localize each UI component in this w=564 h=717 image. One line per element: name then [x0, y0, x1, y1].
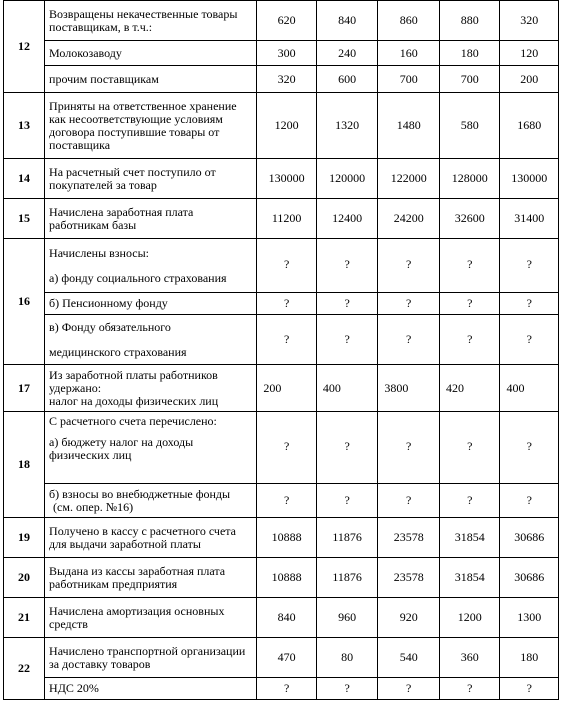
value-cell: 31854: [439, 518, 500, 558]
value-cell: ?: [257, 484, 317, 518]
row-number: 22: [4, 638, 45, 700]
value-cell: 1200: [439, 598, 500, 638]
value-cell: 3800: [378, 365, 440, 412]
table-row: [4, 638, 559, 678]
operation-description: Получено в кассу с расчетного счета для выдачи заработной платы: [45, 518, 257, 558]
operation-description: Молокозаводу: [45, 41, 257, 66]
value-cell: 160: [378, 41, 440, 66]
operation-subitem: а) фонду социального страхования: [49, 270, 227, 285]
value-cell: 360: [439, 638, 500, 678]
row-number: 17: [4, 365, 45, 412]
value-cell: 960: [316, 598, 378, 638]
value-cell: 12400: [316, 199, 378, 239]
row-number: 12: [4, 1, 45, 93]
table-row: [4, 412, 559, 484]
operation-description: [45, 412, 257, 484]
value-cell: 23578: [378, 558, 440, 598]
value-cell: ?: [500, 484, 559, 518]
value-cell: 32600: [439, 199, 500, 239]
table-row: [4, 678, 559, 700]
row-number: 18: [4, 412, 45, 518]
value-cell: 180: [439, 41, 500, 66]
value-cell: 320: [500, 1, 559, 41]
row-number: 20: [4, 558, 45, 598]
operation-description: [45, 365, 257, 412]
value-cell: 400: [500, 365, 559, 412]
value-cell: 10888: [257, 558, 317, 598]
operation-description: Выдана из кассы заработная плата работникам предприятия: [45, 558, 257, 598]
operation-subitem: а) бюджету налог на доходы физических лиц: [49, 435, 194, 462]
value-cell: ?: [257, 678, 317, 700]
value-cell: 1480: [378, 93, 440, 159]
operations-table: [3, 0, 559, 700]
operation-description: Начислено транспортной организации за доставку товаров: [45, 638, 257, 678]
value-cell: 700: [378, 66, 440, 93]
value-cell: 10888: [257, 518, 317, 558]
operation-subitem-cont: медицинского страхования: [49, 344, 187, 359]
operation-description: [45, 484, 257, 518]
table-row: [4, 598, 559, 638]
value-cell: ?: [500, 412, 559, 484]
value-cell: 24200: [378, 199, 440, 239]
value-cell: ?: [316, 484, 378, 518]
value-cell: 120000: [316, 159, 378, 199]
value-cell: 1200: [257, 93, 317, 159]
value-cell: 1300: [500, 598, 559, 638]
value-cell: 240: [316, 41, 378, 66]
value-cell: 11876: [316, 558, 378, 598]
value-cell: 31400: [500, 199, 559, 239]
value-cell: 80: [316, 638, 378, 678]
table-row: [4, 199, 559, 239]
table-row: [4, 365, 559, 412]
operation-description: Приняты на ответственное хранение как несоответствующие условиям договора поступившие товары от поставщика: [45, 93, 257, 159]
operation-description: НДС 20%: [45, 678, 257, 700]
table-row: [4, 315, 559, 365]
value-cell: 130000: [500, 159, 559, 199]
value-cell: ?: [378, 315, 440, 365]
value-cell: 620: [257, 1, 317, 41]
operation-description: На расчетный счет поступило от покупателей за товар: [45, 159, 257, 199]
value-cell: ?: [378, 412, 440, 484]
value-cell: ?: [500, 293, 559, 315]
table-row: [4, 159, 559, 199]
operation-description: Возвращены некачественные товары поставщикам, в т.ч.:: [45, 1, 257, 41]
operation-description: [45, 315, 257, 365]
value-cell: 580: [439, 93, 500, 159]
operation-description: прочим поставщикам: [45, 66, 257, 93]
value-cell: ?: [378, 678, 440, 700]
value-cell: ?: [316, 293, 378, 315]
value-cell: ?: [500, 239, 559, 293]
operation-description: Начислена заработная плата работникам базы: [45, 199, 257, 239]
value-cell: 880: [439, 1, 500, 41]
value-cell: 120: [500, 41, 559, 66]
row-number: 14: [4, 159, 45, 199]
value-cell: ?: [316, 678, 378, 700]
value-cell: ?: [439, 678, 500, 700]
value-cell: ?: [439, 239, 500, 293]
value-cell: 11200: [257, 199, 317, 239]
value-cell: 920: [378, 598, 440, 638]
row-number: 13: [4, 93, 45, 159]
operation-heading: Начислены взносы:: [49, 245, 149, 260]
value-cell: ?: [500, 678, 559, 700]
table-row: [4, 293, 559, 315]
value-cell: 300: [257, 41, 317, 66]
table-row: [4, 558, 559, 598]
value-cell: 320: [257, 66, 317, 93]
operation-subitem: в) Фонду обязательного: [49, 319, 171, 334]
operation-reference: (см. опер. №16): [53, 499, 134, 514]
value-cell: 400: [316, 365, 378, 412]
operation-heading: С расчетного счета перечислено:: [49, 414, 217, 428]
value-cell: 470: [257, 638, 317, 678]
operation-subitem: б) взносы во внебюджетные фонды: [49, 486, 231, 501]
operation-line: налог на доходы физических лиц: [49, 393, 219, 408]
value-cell: ?: [316, 239, 378, 293]
value-cell: ?: [378, 239, 440, 293]
value-cell: ?: [500, 315, 559, 365]
value-cell: ?: [378, 484, 440, 518]
value-cell: ?: [257, 412, 317, 484]
value-cell: 180: [500, 638, 559, 678]
value-cell: 11876: [316, 518, 378, 558]
operation-line: Из заработной платы работников удержано:: [49, 367, 218, 395]
value-cell: 700: [439, 66, 500, 93]
value-cell: 23578: [378, 518, 440, 558]
value-cell: 860: [378, 1, 440, 41]
value-cell: ?: [439, 293, 500, 315]
value-cell: ?: [439, 484, 500, 518]
value-cell: 1320: [316, 93, 378, 159]
value-cell: 200: [257, 365, 317, 412]
value-cell: 1680: [500, 93, 559, 159]
value-cell: 30686: [500, 558, 559, 598]
value-cell: 200: [500, 66, 559, 93]
value-cell: ?: [257, 315, 317, 365]
row-number: 21: [4, 598, 45, 638]
operation-description: Начислена амортизация основных средств: [45, 598, 257, 638]
table-row: [4, 239, 559, 293]
value-cell: ?: [378, 293, 440, 315]
row-number: 15: [4, 199, 45, 239]
value-cell: 600: [316, 66, 378, 93]
row-number: 19: [4, 518, 45, 558]
table-row: [4, 484, 559, 518]
table-row: [4, 41, 559, 66]
operation-description: б) Пенсионному фонду: [45, 293, 257, 315]
table-row: [4, 1, 559, 41]
operation-description: [45, 239, 257, 293]
value-cell: 540: [378, 638, 440, 678]
value-cell: ?: [316, 315, 378, 365]
value-cell: 840: [316, 1, 378, 41]
value-cell: 130000: [257, 159, 317, 199]
value-cell: 420: [439, 365, 500, 412]
table-row: [4, 518, 559, 558]
value-cell: ?: [257, 239, 317, 293]
table-row: [4, 93, 559, 159]
value-cell: 122000: [378, 159, 440, 199]
value-cell: 31854: [439, 558, 500, 598]
table-row: [4, 66, 559, 93]
value-cell: 840: [257, 598, 317, 638]
value-cell: ?: [257, 293, 317, 315]
value-cell: ?: [316, 412, 378, 484]
value-cell: 128000: [439, 159, 500, 199]
value-cell: ?: [439, 315, 500, 365]
value-cell: ?: [439, 412, 500, 484]
row-number: 16: [4, 239, 45, 365]
value-cell: 30686: [500, 518, 559, 558]
